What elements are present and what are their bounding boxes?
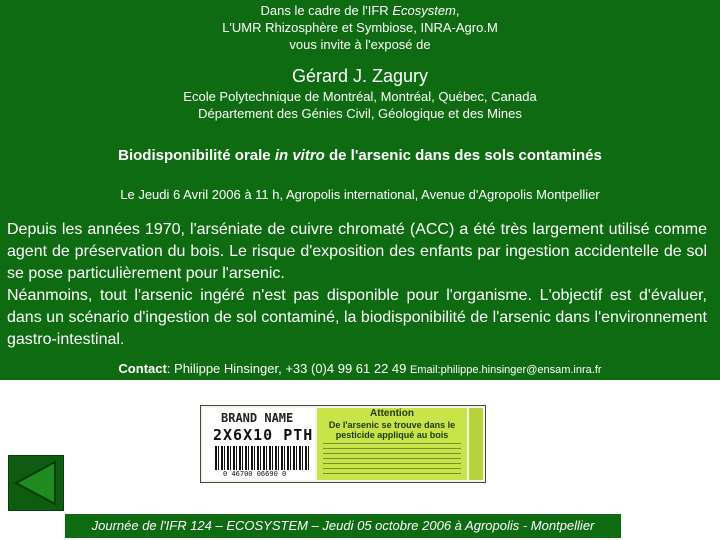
speaker-name: Gérard J. Zagury: [291, 66, 429, 86]
intro-line-2: L'UMR Rhizosphère et Symbiose, INRA-Agro.M: [222, 20, 498, 35]
event-details: Le Jeudi 6 Avril 2006 à 11 h, Agropolis international, Avenue d'Agropolis Montpellier: [120, 187, 600, 202]
footer-banner: Journée de l'IFR 124 – ECOSYSTEM – Jeudi 05 octobre 2006 à Agropolis - Montpellier: [65, 514, 621, 538]
affiliation-line-1: Ecole Polytechnique de Montréal, Montréal, Québec, Canada: [183, 89, 537, 104]
contact-label: Contact: [118, 361, 167, 376]
brand-name-text: BRAND NAME: [221, 411, 294, 425]
label-side-strip: [469, 408, 483, 480]
contact-line: Contact: Philippe Hinsinger, +33 (0)4 99 61 22 49 Email:philippe.hinsinger@ensam.inra.fr: [118, 361, 602, 376]
left-triangle-arrow-icon: [9, 456, 63, 510]
intro-line-1: Dans le cadre de l'IFR Ecosystem,: [260, 3, 460, 18]
talk-title: Biodisponibilité orale in vitro de l'arsenic dans des sols contaminés: [118, 147, 602, 164]
back-button[interactable]: [8, 455, 64, 511]
contact-email: Email:philippe.hinsinger@ensam.inra.fr: [410, 364, 602, 376]
warning-label: [317, 408, 467, 480]
speaker-affiliation: [0, 88, 720, 122]
intro-line-3: vous invite à l'exposé de: [289, 37, 431, 52]
affiliation-line-2: Département des Génies Civil, Géologique et des Mines: [198, 106, 522, 121]
warning-heading: Attention: [370, 408, 414, 419]
arsenic-warning-image: [200, 405, 486, 483]
lumber-tag: [203, 408, 315, 480]
fine-print: [323, 443, 461, 477]
intro-text: [0, 2, 720, 53]
barcode-number: 0 46700 06690 0: [223, 470, 287, 478]
abstract-paragraph-2: Néanmoins, tout l'arsenic ingéré n'est pas disponible pour l'organisme. L'objectif est d'évaluer, dans un scénario d'ingestion de sol contaminé, la biodisponibilité de l'arsenic dans l'environnement gastro-intestinal.: [7, 287, 707, 348]
abstract: [7, 219, 707, 351]
barcode: [215, 446, 309, 470]
abstract-paragraph-1: Depuis les années 1970, l'arséniate de cuivre chromaté (ACC) a été très largement utilisé comme agent de préservation du bois. Le risque d'exposition des enfants par ingestion accidentelle de sol se pose particulièrement pour l'arsenic.: [7, 221, 707, 282]
warning-text: De l'arsenic se trouve dans le pesticide appliqué au bois: [328, 420, 456, 440]
lumber-code: 2X6X10 PTH: [213, 426, 314, 444]
